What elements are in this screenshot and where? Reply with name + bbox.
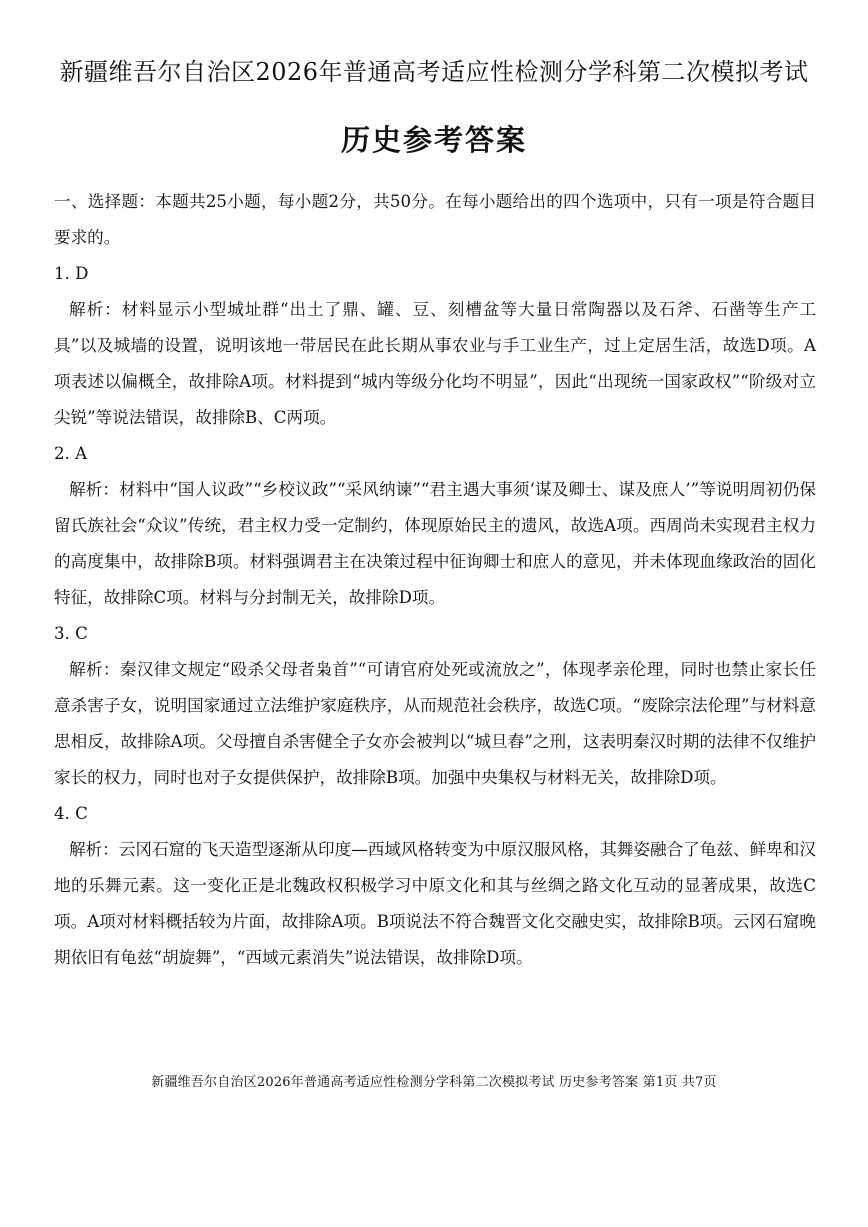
question-3-explanation: 解析：秦汉律文规定“殴杀父母者枭首”“可请官府处死或流放之”，体现孝亲伦理，同时也禁止家长任意杀害子女，说明国家通过立法维护家庭秩序，从而规范社会秩序，故选C项。“废除宗法伦理”与材料意思相反，故排除A项。父母擅自杀害健全子女亦会被判以“城旦舂”之刑，这表明秦汉时期的法律不仅维护家长的权力，同时也对子女提供保护，故排除B项。加强中央集权与材料无关，故排除D项。 <box>54 660 816 787</box>
question-1-answer: 1. D <box>54 264 89 283</box>
exam-title: 新疆维吾尔自治区2026年普通高考适应性检测分学科第二次模拟考试 <box>59 58 809 86</box>
question-2-explanation: 解析：材料中“国人议政”“乡校议政”“采风纳谏”“君主遇大事须‘谋及卿士、谋及庶人’”等说明周初仍保留氏族社会“众议”传统，君主权力受一定制约，体现原始民主的遗风，故选A项。西周尚未实现君主权力的高度集中，故排除B项。材料强调君主在决策过程中征询卿士和庶人的意见，并未体现血缘政治的固化特征，故排除C项。材料与分封制无关，故排除D项。 <box>54 480 816 607</box>
answer-body <box>54 184 816 976</box>
question-1-explanation: 解析：材料显示小型城址群“出土了鼎、罐、豆、刻槽盆等大量日常陶器以及石斧、石凿等生产工具”以及城墙的设置，说明该地一带居民在此长期从事农业与手工业生产，过上定居生活，故选D项。A项表述以偏概全，故排除A项。材料提到“城内等级分化均不明显”，因此“出现统一国家政权”“阶级对立尖锐”等说法错误，故排除B、C两项。 <box>54 300 816 427</box>
section-intro: 一、选择题：本题共25小题，每小题2分，共50分。在每小题给出的四个选项中，只有一项是符合题目要求的。 <box>54 192 816 247</box>
question-3-answer: 3. C <box>54 624 88 643</box>
question-4-answer: 4. C <box>54 804 88 823</box>
page-footer: 新疆维吾尔自治区2026年普通高考适应性检测分学科第二次模拟考试 历史参考答案 第1页 共7页 <box>151 1075 717 1090</box>
question-4-explanation: 解析：云冈石窟的飞天造型逐渐从印度—西域风格转变为中原汉服风格，其舞姿融合了龟兹、鲜卑和汉地的乐舞元素。这一变化正是北魏政权积极学习中原文化和其与丝绸之路文化互动的显著成果，故选C项。A项对材料概括较为片面，故排除A项。B项说法不符合魏晋文化交融史实，故排除B项。云冈石窟晚期依旧有龟兹“胡旋舞”，“西域元素消失”说法错误，故排除D项。 <box>54 840 816 967</box>
question-2-answer: 2. A <box>54 444 88 463</box>
page-title: 历史参考答案 <box>340 123 527 157</box>
